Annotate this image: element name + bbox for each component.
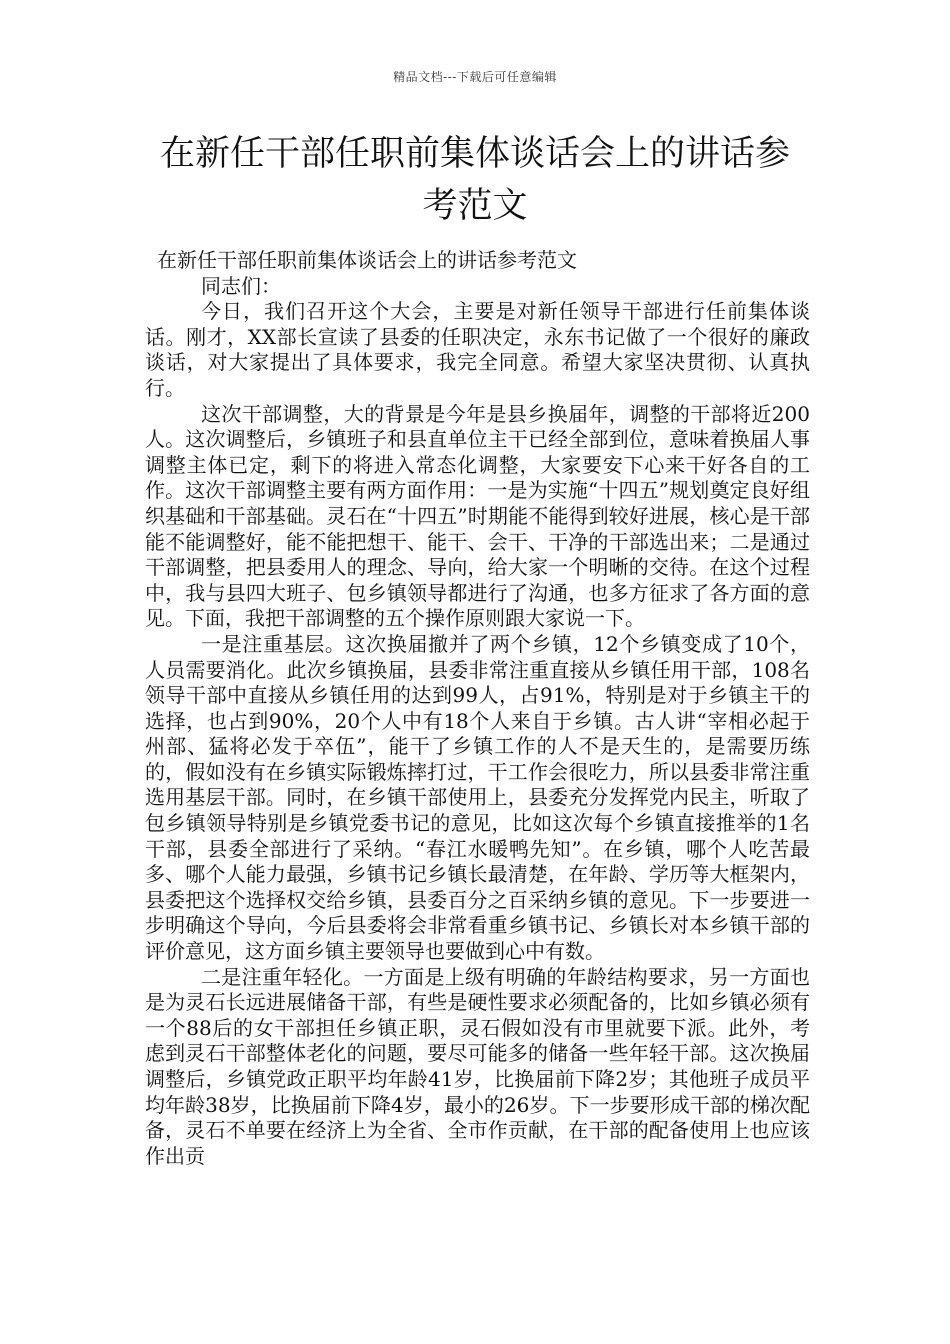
paragraph-background: 这次干部调整，大的背景是今年是县乡换届年，调整的干部将近200人。这次调整后，乡镇班子和县直单位主干已经全部到位，意味着换届人事调整主体已定，剩下的将进入常态化调整，大家要安下心来干好各自的工作。这次干部调整主要有两方面作用：一是为实施“十四五”规划奠定良好组织基础和干部基础。灵石在“十四五”时期能不能得到较好进展，核心是干部能不能调整好，能不能把想干、能干、会干、干净的干部选出来；二是通过干部调整，把县委用人的理念、导向，给大家一个明晰的交待。在这个过程中，我与县四大班子、包乡镇领导都进行了沟通，也多方征求了各方面的意见。下面，我把干部调整的五个操作原则跟大家说一下。: [145, 401, 810, 631]
document-title: 在新任干部任职前集体谈话会上的讲话参考范文: [159, 134, 790, 226]
document-body: [145, 248, 810, 1169]
document-subtitle: 在新任干部任职前集体谈话会上的讲话参考范文: [157, 248, 577, 272]
paragraph-principle-youth: 二是注重年轻化。一方面是上级有明确的年龄结构要求，另一方面也是为灵石长远进展储备干部，有些是硬性要求必须配备的，比如乡镇必须有一个88后的女干部担任乡镇正职，灵石假如没有市里就要下派。此外，考虑到灵石干部整体老化的问题，要尽可能多的储备一些年轻干部。这次换届调整后，乡镇党政正职平均年龄41岁，比换届前下降2岁；其他班子成员平均年龄38岁，比换届前下降4岁，最小的26岁。下一步要形成干部的梯次配备，灵石不单要在经济上为全省、全市作贡献，在干部的配备使用上也应该作出贡: [145, 964, 810, 1168]
paragraph-principle-grassroots: 一是注重基层。这次换届撤并了两个乡镇，12个乡镇变成了10个，人员需要消化。此次乡镇换届，县委非常注重直接从乡镇任用干部，108名领导干部中直接从乡镇任用的达到99人，占91%，特别是对于乡镇主干的选择，也占到90%，20个人中有18个人来自于乡镇。古人讲“宰相必起于州部、猛将必发于卒伍”，能干了乡镇工作的人不是天生的，是需要历练的，假如没有在乡镇实际锻炼摔打过，干工作会很吃力，所以县委非常注重选用基层干部。同时，在乡镇干部使用上，县委充分发挥党内民主，听取了包乡镇领导特别是乡镇党委书记的意见，比如这次每个乡镇直接推举的1名干部，县委全部进行了采纳。“春江水暖鸭先知”。在乡镇，哪个人吃苦最多、哪个人能力最强，乡镇书记乡镇长最清楚，在年龄、学历等大框架内，县委把这个选择权交给乡镇，县委百分之百采纳乡镇的意见。下一步要进一步明确这个导向，今后县委将会非常看重乡镇书记、乡镇长对本乡镇干部的评价意见，这方面乡镇主要领导也要做到心中有数。: [145, 631, 810, 964]
paragraph-opening: 今日，我们召开这个大会，主要是对新任领导干部进行任前集体谈话。刚才，XX部长宣读了县委的任职决定，永东书记做了一个很好的廉政谈话，对大家提出了具体要求，我完全同意。希望大家坚决贯彻、认真执行。: [145, 299, 810, 400]
header-note: 精品文档---下载后可任意编辑: [393, 70, 557, 84]
salutation: 同志们：: [201, 273, 281, 298]
